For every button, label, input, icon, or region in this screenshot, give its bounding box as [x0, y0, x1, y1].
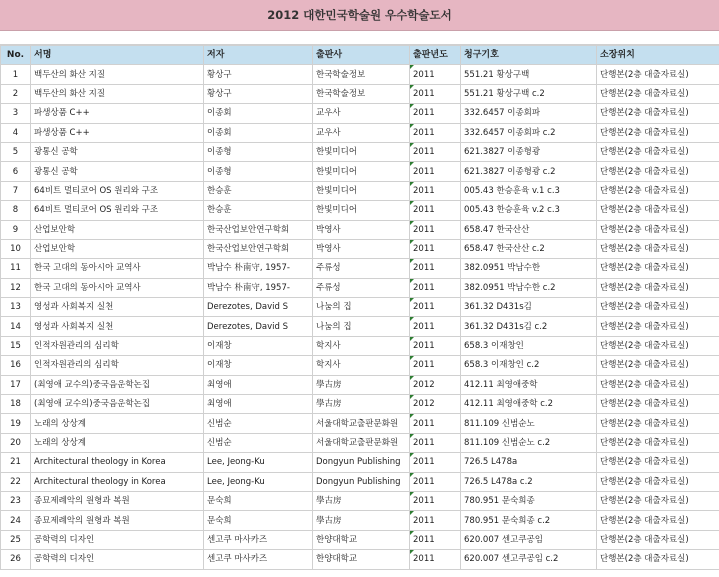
cell-author[interactable]: 박남수 朴南守, 1957-	[204, 278, 313, 297]
cell-year[interactable]: 2011	[410, 84, 461, 103]
cell-year[interactable]: 2011	[410, 317, 461, 336]
cell-location[interactable]: 단행본(2층 대출자료실)	[597, 317, 719, 336]
cell-author[interactable]: 이재창	[204, 356, 313, 375]
cell-call-number[interactable]: 620.007 센고쿠공임 c.2	[461, 550, 597, 569]
cell-location[interactable]: 단행본(2층 대출자료실)	[597, 511, 719, 530]
cell-publisher[interactable]: 서울대학교출판문화원	[313, 414, 410, 433]
cell-publisher[interactable]: 한양대학교	[313, 550, 410, 569]
cell-publisher[interactable]: 한빛미디어	[313, 201, 410, 220]
cell-title[interactable]: 영성과 사회복지 실천	[31, 317, 204, 336]
cell-title[interactable]: 64비트 멀티코어 OS 원리와 구조	[31, 201, 204, 220]
cell-year[interactable]: 2011	[410, 104, 461, 123]
cell-publisher[interactable]: 박영사	[313, 220, 410, 239]
cell-publisher[interactable]: 학지사	[313, 356, 410, 375]
table-row	[1, 375, 719, 394]
cell-call-number[interactable]: 658.47 한국산산	[461, 220, 597, 239]
cell-location[interactable]: 단행본(2층 대출자료실)	[597, 181, 719, 200]
table-row	[1, 356, 719, 375]
cell-title[interactable]: (최영애 교수의)중국음운학논집	[31, 395, 204, 414]
cell-call-number[interactable]: 620.007 센고쿠공임	[461, 530, 597, 549]
cell-call-number[interactable]: 726.5 L478a c.2	[461, 472, 597, 491]
cell-year[interactable]: 2011	[410, 201, 461, 220]
cell-location[interactable]: 단행본(2층 대출자료실)	[597, 84, 719, 103]
cell-no[interactable]: 15	[1, 336, 31, 355]
cell-title[interactable]: 노래의 상상계	[31, 433, 204, 452]
cell-author[interactable]: 황상구	[204, 65, 313, 84]
cell-publisher[interactable]: 한국학술정보	[313, 84, 410, 103]
cell-call-number[interactable]: 412.11 최영애중학	[461, 375, 597, 394]
blank-row	[0, 31, 719, 45]
table-row	[1, 530, 719, 549]
cell-location[interactable]: 단행본(2층 대출자료실)	[597, 356, 719, 375]
cell-no[interactable]: 25	[1, 530, 31, 549]
cell-title[interactable]: 광통신 공학	[31, 142, 204, 161]
table-row	[1, 181, 719, 200]
table-row	[1, 162, 719, 181]
cell-location[interactable]: 단행본(2층 대출자료실)	[597, 259, 719, 278]
cell-author[interactable]: 문숙희	[204, 511, 313, 530]
cell-author[interactable]: 이종형	[204, 142, 313, 161]
cell-title[interactable]: 광통신 공학	[31, 162, 204, 181]
cell-year[interactable]: 2012	[410, 395, 461, 414]
cell-no[interactable]: 17	[1, 375, 31, 394]
cell-publisher[interactable]: 나눔의 집	[313, 298, 410, 317]
cell-author[interactable]: 최영애	[204, 395, 313, 414]
cell-no[interactable]: 24	[1, 511, 31, 530]
column-header-publisher[interactable]: 출판사	[313, 46, 410, 65]
cell-author[interactable]: Lee, Jeong-Ku	[204, 453, 313, 472]
cell-title[interactable]: 인적자원관리의 심리학	[31, 356, 204, 375]
cell-title[interactable]: 영성과 사회복지 실천	[31, 298, 204, 317]
cell-location[interactable]: 단행본(2층 대출자료실)	[597, 433, 719, 452]
cell-no[interactable]: 18	[1, 395, 31, 414]
cell-author[interactable]: 센고쿠 마사카즈	[204, 530, 313, 549]
cell-call-number[interactable]: 332.6457 이종회파 c.2	[461, 123, 597, 142]
table-row	[1, 317, 719, 336]
cell-title[interactable]: 64비트 멀티코어 OS 원리와 구조	[31, 181, 204, 200]
cell-location[interactable]: 단행본(2층 대출자료실)	[597, 220, 719, 239]
cell-title[interactable]: Architectural theology in Korea	[31, 472, 204, 491]
cell-title[interactable]: 인적자원관리의 심리학	[31, 336, 204, 355]
cell-call-number[interactable]: 412.11 최영애중학 c.2	[461, 395, 597, 414]
cell-publisher[interactable]: 나눔의 집	[313, 317, 410, 336]
table-row	[1, 259, 719, 278]
cell-call-number[interactable]: 621.3827 이종형광 c.2	[461, 162, 597, 181]
cell-title[interactable]: 파생상품 C++	[31, 123, 204, 142]
cell-year[interactable]: 2011	[410, 298, 461, 317]
cell-call-number[interactable]: 811.109 신범순노	[461, 414, 597, 433]
cell-publisher[interactable]: 학지사	[313, 336, 410, 355]
cell-location[interactable]: 단행본(2층 대출자료실)	[597, 453, 719, 472]
cell-no[interactable]: 9	[1, 220, 31, 239]
cell-author[interactable]: 이종형	[204, 162, 313, 181]
cell-call-number[interactable]: 332.6457 이종회파	[461, 104, 597, 123]
cell-location[interactable]: 단행본(2층 대출자료실)	[597, 530, 719, 549]
cell-no[interactable]: 1	[1, 65, 31, 84]
cell-no[interactable]: 10	[1, 239, 31, 258]
cell-publisher[interactable]: 한빛미디어	[313, 162, 410, 181]
cell-year[interactable]: 2011	[410, 142, 461, 161]
cell-author[interactable]: 한국산업보안연구학회	[204, 239, 313, 258]
table-row	[1, 239, 719, 258]
cell-call-number[interactable]: 621.3827 이종형광	[461, 142, 597, 161]
book-table	[0, 45, 719, 570]
cell-author[interactable]: 신범순	[204, 414, 313, 433]
cell-call-number[interactable]: 658.3 이재창인	[461, 336, 597, 355]
cell-no[interactable]: 22	[1, 472, 31, 491]
cell-author[interactable]: Derezotes, David S	[204, 298, 313, 317]
table-row	[1, 65, 719, 84]
table-row	[1, 336, 719, 355]
cell-no[interactable]: 8	[1, 201, 31, 220]
cell-publisher[interactable]: 學古房	[313, 395, 410, 414]
cell-publisher[interactable]: 서울대학교출판문화원	[313, 433, 410, 452]
cell-title[interactable]: 종묘제례악의 원형과 복원	[31, 491, 204, 510]
cell-publisher[interactable]: 學古房	[313, 491, 410, 510]
cell-year[interactable]: 2011	[410, 65, 461, 84]
cell-location[interactable]: 단행본(2층 대출자료실)	[597, 375, 719, 394]
cell-call-number[interactable]: 780.951 문숙희종	[461, 491, 597, 510]
cell-year[interactable]: 2011	[410, 530, 461, 549]
cell-no[interactable]: 23	[1, 491, 31, 510]
table-row	[1, 142, 719, 161]
cell-call-number[interactable]: 382.0951 박남수한 c.2	[461, 278, 597, 297]
cell-year[interactable]: 2011	[410, 278, 461, 297]
cell-location[interactable]: 단행본(2층 대출자료실)	[597, 123, 719, 142]
cell-author[interactable]: 한승훈	[204, 181, 313, 200]
cell-author[interactable]: Lee, Jeong-Ku	[204, 472, 313, 491]
cell-title[interactable]: 공학력의 디자인	[31, 530, 204, 549]
cell-no[interactable]: 5	[1, 142, 31, 161]
cell-year[interactable]: 2011	[410, 511, 461, 530]
cell-year[interactable]: 2011	[410, 472, 461, 491]
cell-year[interactable]: 2011	[410, 162, 461, 181]
column-header-no[interactable]: No.	[1, 46, 31, 65]
cell-author[interactable]: 한승훈	[204, 201, 313, 220]
cell-location[interactable]: 단행본(2층 대출자료실)	[597, 395, 719, 414]
cell-call-number[interactable]: 005.43 한승훈육 v.2 c.3	[461, 201, 597, 220]
cell-call-number[interactable]: 551.21 황상구백	[461, 65, 597, 84]
cell-call-number[interactable]: 811.109 신범순노 c.2	[461, 433, 597, 452]
cell-author[interactable]: 이종회	[204, 104, 313, 123]
table-row	[1, 414, 719, 433]
cell-year[interactable]: 2011	[410, 123, 461, 142]
cell-publisher[interactable]: 박영사	[313, 239, 410, 258]
cell-title[interactable]: 한국 고대의 동아시아 교역사	[31, 259, 204, 278]
cell-no[interactable]: 26	[1, 550, 31, 569]
table-row	[1, 220, 719, 239]
table-row	[1, 201, 719, 220]
cell-call-number[interactable]: 361.32 D431s김	[461, 298, 597, 317]
cell-year[interactable]: 2011	[410, 336, 461, 355]
cell-year[interactable]: 2011	[410, 453, 461, 472]
cell-call-number[interactable]: 382.0951 박남수한	[461, 259, 597, 278]
cell-publisher[interactable]: 주류성	[313, 259, 410, 278]
cell-call-number[interactable]: 658.3 이재창인 c.2	[461, 356, 597, 375]
cell-year[interactable]: 2011	[410, 433, 461, 452]
cell-no[interactable]: 2	[1, 84, 31, 103]
cell-title[interactable]: 공학력의 디자인	[31, 550, 204, 569]
cell-title[interactable]: 노래의 상상계	[31, 414, 204, 433]
cell-author[interactable]: 박남수 朴南守, 1957-	[204, 259, 313, 278]
cell-call-number[interactable]: 551.21 황상구백 c.2	[461, 84, 597, 103]
cell-location[interactable]: 단행본(2층 대출자료실)	[597, 142, 719, 161]
cell-year[interactable]: 2012	[410, 375, 461, 394]
cell-title[interactable]: 백두산의 화산 지질	[31, 84, 204, 103]
cell-year[interactable]: 2011	[410, 181, 461, 200]
table-row	[1, 395, 719, 414]
cell-publisher[interactable]: 學古房	[313, 375, 410, 394]
cell-no[interactable]: 13	[1, 298, 31, 317]
cell-author[interactable]: 한국산업보안연구학회	[204, 220, 313, 239]
table-body	[1, 65, 719, 569]
table-row	[1, 511, 719, 530]
table-row	[1, 104, 719, 123]
cell-location[interactable]: 단행본(2층 대출자료실)	[597, 472, 719, 491]
cell-no[interactable]: 3	[1, 104, 31, 123]
cell-location[interactable]: 단행본(2층 대출자료실)	[597, 336, 719, 355]
cell-author[interactable]: 이종회	[204, 123, 313, 142]
cell-no[interactable]: 14	[1, 317, 31, 336]
cell-author[interactable]: 황상구	[204, 84, 313, 103]
cell-year[interactable]: 2011	[410, 550, 461, 569]
cell-publisher[interactable]: 교우사	[313, 104, 410, 123]
cell-title[interactable]: 산업보안학	[31, 239, 204, 258]
table-row	[1, 84, 719, 103]
table-row	[1, 278, 719, 297]
cell-location[interactable]: 단행본(2층 대출자료실)	[597, 298, 719, 317]
cell-call-number[interactable]: 361.32 D431s김 c.2	[461, 317, 597, 336]
cell-call-number[interactable]: 726.5 L478a	[461, 453, 597, 472]
cell-title[interactable]: 종묘제례악의 원형과 복원	[31, 511, 204, 530]
cell-location[interactable]: 단행본(2층 대출자료실)	[597, 491, 719, 510]
cell-year[interactable]: 2011	[410, 220, 461, 239]
cell-publisher[interactable]: Dongyun Publishing	[313, 453, 410, 472]
cell-title[interactable]: Architectural theology in Korea	[31, 453, 204, 472]
cell-year[interactable]: 2011	[410, 491, 461, 510]
column-header-location[interactable]: 소장위치	[597, 46, 719, 65]
cell-author[interactable]: Derezotes, David S	[204, 317, 313, 336]
header-row	[1, 46, 719, 65]
cell-call-number[interactable]: 780.951 문숙희종 c.2	[461, 511, 597, 530]
cell-location[interactable]: 단행본(2층 대출자료실)	[597, 414, 719, 433]
cell-call-number[interactable]: 005.43 한승훈육 v.1 c.3	[461, 181, 597, 200]
cell-call-number[interactable]: 658.47 한국산산 c.2	[461, 239, 597, 258]
cell-location[interactable]: 단행본(2층 대출자료실)	[597, 104, 719, 123]
cell-location[interactable]: 단행본(2층 대출자료실)	[597, 550, 719, 569]
cell-year[interactable]: 2011	[410, 356, 461, 375]
cell-author[interactable]: 최영애	[204, 375, 313, 394]
cell-location[interactable]: 단행본(2층 대출자료실)	[597, 65, 719, 84]
column-header-call-number[interactable]: 청구기호	[461, 46, 597, 65]
cell-title[interactable]: 한국 고대의 동아시아 교역사	[31, 278, 204, 297]
column-header-title[interactable]: 서명	[31, 46, 204, 65]
cell-no[interactable]: 19	[1, 414, 31, 433]
cell-location[interactable]: 단행본(2층 대출자료실)	[597, 278, 719, 297]
cell-title[interactable]: 산업보안학	[31, 220, 204, 239]
cell-location[interactable]: 단행본(2층 대출자료실)	[597, 162, 719, 181]
cell-no[interactable]: 7	[1, 181, 31, 200]
cell-no[interactable]: 6	[1, 162, 31, 181]
cell-location[interactable]: 단행본(2층 대출자료실)	[597, 239, 719, 258]
cell-location[interactable]: 단행본(2층 대출자료실)	[597, 201, 719, 220]
table-row	[1, 433, 719, 452]
cell-author[interactable]: 문숙희	[204, 491, 313, 510]
cell-title[interactable]: 백두산의 화산 지질	[31, 65, 204, 84]
cell-no[interactable]: 11	[1, 259, 31, 278]
cell-publisher[interactable]: 주류성	[313, 278, 410, 297]
column-header-author[interactable]: 저자	[204, 46, 313, 65]
cell-publisher[interactable]: 學古房	[313, 511, 410, 530]
column-header-year[interactable]: 출판년도	[410, 46, 461, 65]
cell-author[interactable]: 센고쿠 마사카즈	[204, 550, 313, 569]
cell-no[interactable]: 16	[1, 356, 31, 375]
cell-year[interactable]: 2011	[410, 239, 461, 258]
cell-title[interactable]: (최영애 교수의)중국음운학논집	[31, 375, 204, 394]
table-row	[1, 453, 719, 472]
cell-publisher[interactable]: 교우사	[313, 123, 410, 142]
table-row	[1, 123, 719, 142]
cell-author[interactable]: 신범순	[204, 433, 313, 452]
cell-no[interactable]: 4	[1, 123, 31, 142]
cell-publisher[interactable]: Dongyun Publishing	[313, 472, 410, 491]
cell-no[interactable]: 20	[1, 433, 31, 452]
cell-publisher[interactable]: 한양대학교	[313, 530, 410, 549]
table-row	[1, 472, 719, 491]
cell-title[interactable]: 파생상품 C++	[31, 104, 204, 123]
cell-publisher[interactable]: 한빛미디어	[313, 181, 410, 200]
cell-no[interactable]: 12	[1, 278, 31, 297]
cell-publisher[interactable]: 한빛미디어	[313, 142, 410, 161]
table-row	[1, 550, 719, 569]
sheet-title: 2012 대한민국학술원 우수학술도서	[0, 0, 719, 31]
cell-no[interactable]: 21	[1, 453, 31, 472]
cell-year[interactable]: 2011	[410, 259, 461, 278]
table-row	[1, 491, 719, 510]
cell-author[interactable]: 이재창	[204, 336, 313, 355]
cell-year[interactable]: 2011	[410, 414, 461, 433]
table-row	[1, 298, 719, 317]
cell-publisher[interactable]: 한국학술정보	[313, 65, 410, 84]
